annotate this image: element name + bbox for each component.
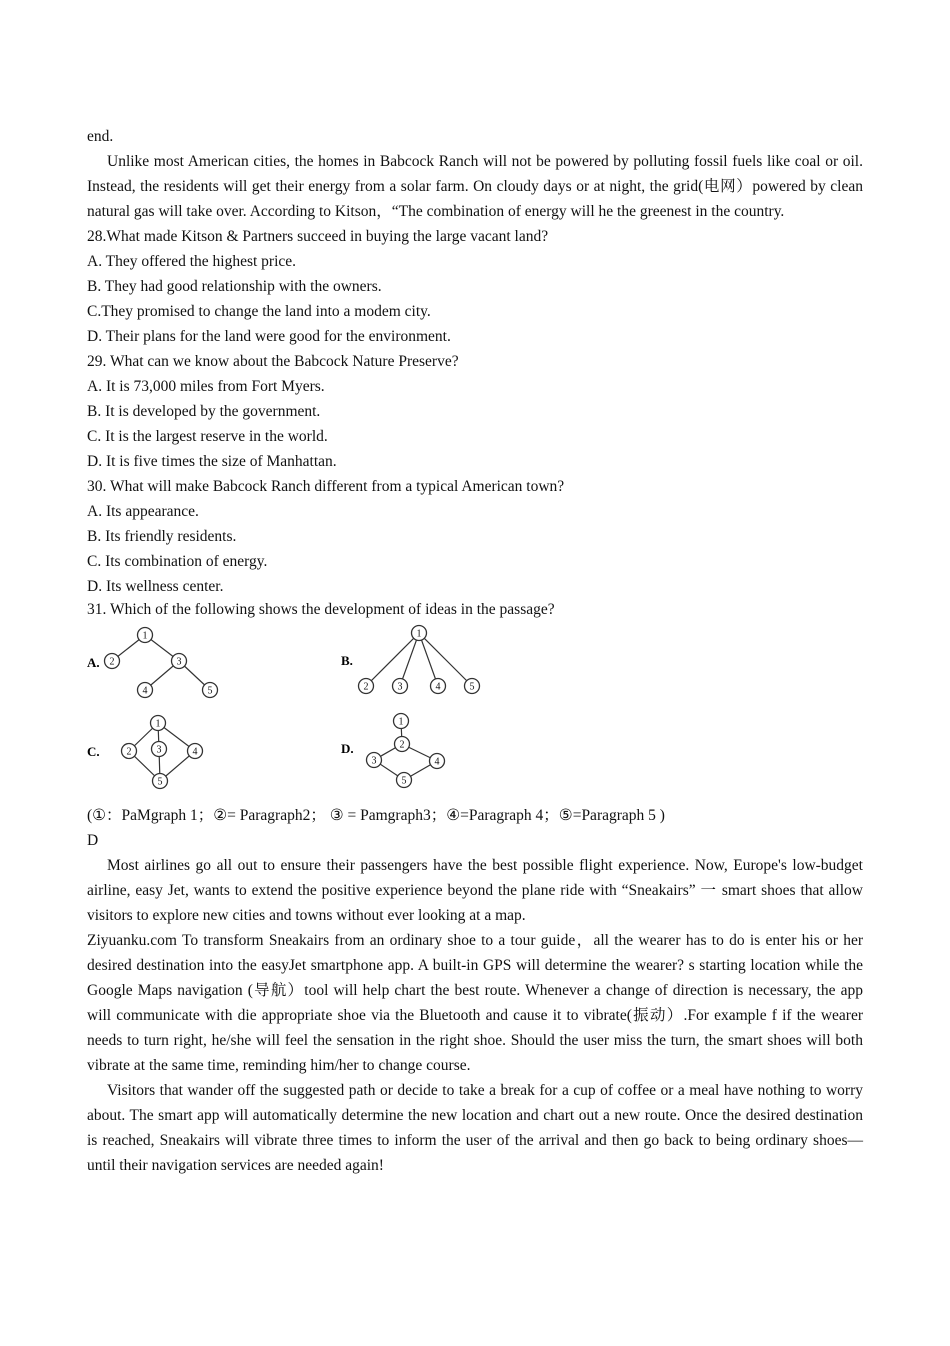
node-d-5: 5 <box>401 775 407 787</box>
option-b: B. They had good relationship with the owners. <box>87 278 382 295</box>
node-d-2: 2 <box>399 739 405 751</box>
passage-d-paragraph-2: Ziyuanku.com To transform Sneakairs from an ordinary shoe to a tour guide，all the wearer has to do is enter his or her desired destination into the easyJet smartphone app. A built-in GPS will determine the wearer? s starting location while the Google Maps navigation (导航）tool will help chart the best route. Whenever a change of direction is necessary, the app will communicate with die appropriate shoe via the Bluetooth and cause it to vibrate(振动）.For example f if the wearer needs to turn right, he/she will feel the sensation in the right shoe. Should the user miss the turn, the smart shoes will both vibrate at the same time, reminding him/her to change course. <box>87 932 863 1074</box>
option-d: D. Their plans for the land were good for the environment. <box>87 328 451 345</box>
node-a-3: 3 <box>176 656 182 668</box>
option-a: A. Its appearance. <box>87 503 199 520</box>
node-d-3: 3 <box>371 755 377 767</box>
node-c-4: 4 <box>192 746 198 758</box>
node-a-1: 1 <box>142 630 148 642</box>
option-c: C. Its combination of energy. <box>87 553 268 570</box>
node-c-2: 2 <box>126 746 132 758</box>
diagram-svg <box>87 623 507 803</box>
option-b: B. Its friendly residents. <box>87 528 237 545</box>
diagram-label-a: A. <box>87 655 100 670</box>
question-stem: 30. What will make Babcock Ranch different from a typical American town? <box>87 478 565 495</box>
diagram-label-d: D. <box>341 741 354 756</box>
option-b: B. It is developed by the government. <box>87 403 321 420</box>
node-b-1: 1 <box>416 628 422 640</box>
question-29 <box>87 349 863 474</box>
option-a: A. They offered the highest price. <box>87 253 297 270</box>
node-c-3: 3 <box>156 744 162 756</box>
question-31 <box>87 599 863 828</box>
question-30 <box>87 474 863 599</box>
node-b-2: 2 <box>363 681 369 693</box>
node-d-4: 4 <box>434 756 440 768</box>
passage-d-letter: D <box>87 832 99 849</box>
node-a-5: 5 <box>207 685 213 697</box>
diagram-label-c: C. <box>87 744 100 759</box>
document-page <box>87 124 863 1178</box>
node-b-5: 5 <box>469 681 475 693</box>
node-c-1: 1 <box>155 718 161 730</box>
node-d-1: 1 <box>398 716 404 728</box>
question-28 <box>87 224 863 349</box>
option-c: C. It is the largest reserve in the world. <box>87 428 328 445</box>
diagram-label-b: B. <box>341 653 353 668</box>
structure-diagrams <box>87 623 863 803</box>
passage-c-energy-paragraph: Unlike most American cities, the homes in Babcock Ranch will not be powered by polluting fossil fuels like coal or oil. Instead, the residents will get their energy from a solar farm. On cloudy days or at night, the grid(电网）powered by clean natural gas will take over. According to Kitson，“The combination of energy will he the greenest in the country. <box>87 153 863 220</box>
diagram-legend: (①：PaMgraph 1；②= Paragraph2； ③ = Pamgraph3；④=Paragraph 4；⑤=Paragraph 5 ) <box>87 807 665 824</box>
node-c-5: 5 <box>157 776 163 788</box>
node-b-3: 3 <box>397 681 403 693</box>
question-stem: 28.What made Kitson & Partners succeed in buying the large vacant land? <box>87 228 549 245</box>
node-a-4: 4 <box>142 685 148 697</box>
option-a: A. It is 73,000 miles from Fort Myers. <box>87 378 325 395</box>
option-c: C.They promised to change the land into a modem city. <box>87 303 431 320</box>
option-d: D. Its wellness center. <box>87 578 224 595</box>
passage-d-paragraph-1: Most airlines go all out to ensure their passengers have the best possible flight experience. Now, Europe's low-budget airline, easy Jet, wants to extend the positive experience beyond the plane ride with “Sneakairs” 一 smart shoes that allow visitors to explore new cities and towns without ever looking at a map. <box>87 857 863 924</box>
passage-d-paragraph-3: Visitors that wander off the suggested path or decide to take a break for a cup of coffee or a meal have nothing to worry about. The smart app will automatically determine the new location and chart out a new route. Once the desired destination is reached, Sneakairs will vibrate three times to inform the user of the arrival and then go back to being ordinary shoes—until their navigation services are needed again! <box>87 1082 863 1174</box>
node-a-2: 2 <box>109 656 115 668</box>
option-d: D. It is five times the size of Manhattan. <box>87 453 337 470</box>
node-b-4: 4 <box>435 681 441 693</box>
question-stem: 29. What can we know about the Babcock Nature Preserve? <box>87 353 459 370</box>
passage-c-end: end. <box>87 128 114 145</box>
question-stem: 31. Which of the following shows the development of ideas in the passage? <box>87 601 555 618</box>
